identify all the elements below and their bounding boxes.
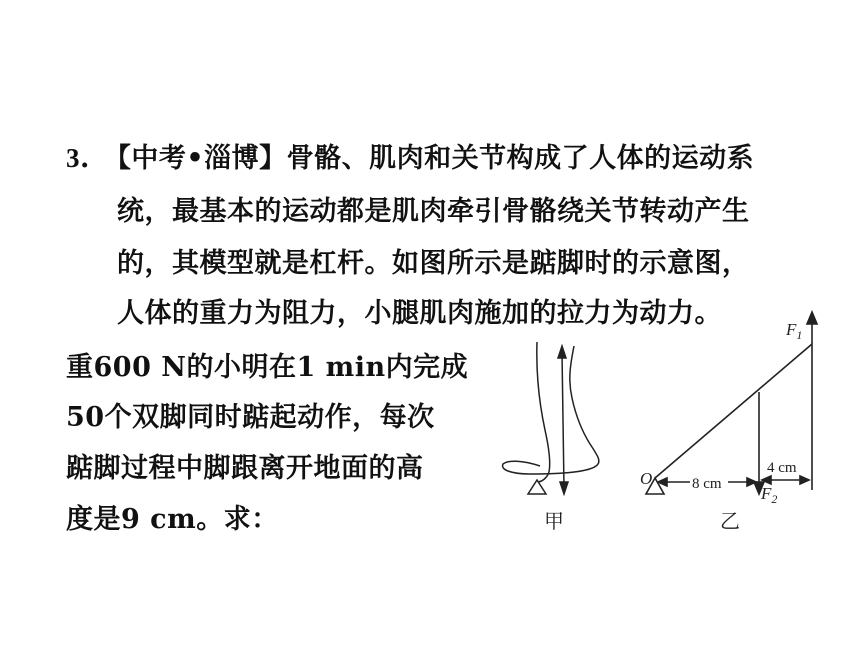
question-line-2: 统，最基本的运动都是肌肉牵引骨骼绕关节转动产生 [117,196,750,227]
dim-4-label: 4 cm [767,460,797,476]
dim-8-label: 8 cm [692,476,722,492]
up-arrow-foot [558,346,566,358]
down-arrow-foot [560,482,568,494]
question-dot: . [80,143,90,174]
dim-4-right-head [800,476,809,484]
caption-jia: 甲 [544,511,564,533]
lever-bar [655,344,812,478]
question-source: 【中考•淄博】 [103,143,287,174]
question-line-1: 骨骼、肌肉和关节构成了人体的运动系 [286,143,755,174]
question-left-line-3: 踮脚过程中脚跟离开地面的高 [66,453,424,484]
question-left-line-2: 50个双脚同时踮起动作，每次 [66,402,435,433]
question-left-line-1: 重600 N的小明在1 min内完成 [66,352,469,383]
pivot-triangle-foot [528,480,546,494]
caption-yi: 乙 [720,511,740,533]
question-line-4: 人体的重力为阻力，小腿肌肉施加的拉力为动力。 [117,298,722,329]
pivot-label-o: O [640,469,653,488]
f1-label: $F_1$ [786,320,803,342]
question-line-3: 的，其模型就是杠杆。如图所示是踮脚时的示意图， [117,248,750,279]
question-number: 3 [66,143,80,173]
leg-back-outline [537,342,550,472]
f1-arrowhead [807,312,817,324]
force-line-foot [562,352,564,488]
question-left-line-4: 度是9 cm。求： [66,504,279,535]
foot-figure [503,342,599,494]
f2-label: $F_2$ [761,484,778,506]
leg-front-outline [503,346,599,474]
